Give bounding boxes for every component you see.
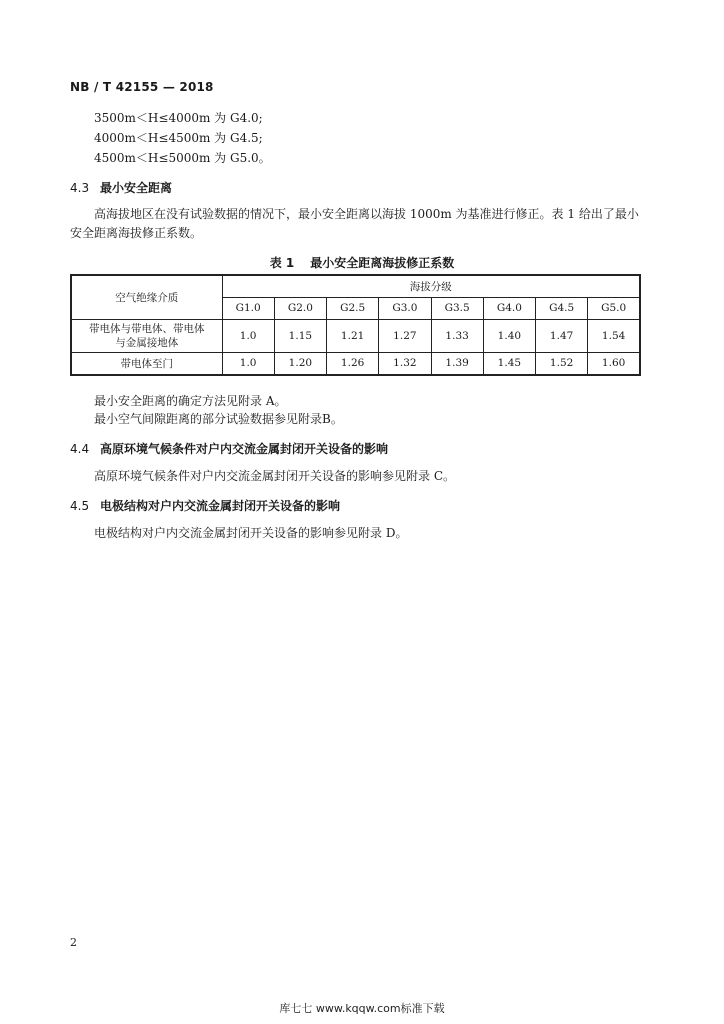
value-cell: 1.40: [483, 319, 535, 352]
table-header-row: [71, 275, 640, 297]
footer-watermark-text: 库七七 www.kqqw.com标准下载: [279, 1002, 445, 1015]
value-cell: 1.20: [274, 352, 326, 375]
document-code: NB / T 42155 — 2018: [70, 80, 214, 94]
note-line: 最小安全距离的确定方法见附录 A。: [94, 394, 287, 408]
section-title: 最小安全距离: [100, 181, 173, 195]
table-caption-title: 最小安全距离海拔修正系数: [310, 256, 455, 270]
section-number: 4.5: [70, 499, 90, 513]
value-cell: 1.39: [431, 352, 483, 375]
section-number: 4.3: [70, 181, 90, 195]
value-cell: 1.52: [536, 352, 588, 375]
grade-cell: G5.0: [588, 297, 640, 319]
grade-cell: G3.5: [431, 297, 483, 319]
value-cell: 1.54: [588, 319, 640, 352]
section-title: 高原环境气候条件对户内交流金属封闭开关设备的影响: [100, 442, 389, 456]
section-body-4-4: 高原环境气候条件对户内交流金属封闭开关设备的影响参见附录 C。: [94, 469, 455, 483]
altitude-line: 4500m＜H≤5000m 为 G5.0。: [94, 151, 271, 165]
section-body-4-5: 电极结构对户内交流金属封闭开关设备的影响参见附录 D。: [94, 526, 408, 540]
value-cell: 1.47: [536, 319, 588, 352]
note-line: 最小空气间隙距离的部分试验数据参见附录B。: [94, 412, 343, 426]
correction-coefficient-table: [70, 274, 641, 376]
value-cell: 1.27: [379, 319, 431, 352]
value-cell: 1.15: [274, 319, 326, 352]
table-row: [71, 319, 640, 352]
value-cell: 1.45: [483, 352, 535, 375]
row-label-cell: 带电体与带电体、带电体与金属接地体: [71, 319, 222, 352]
value-cell: 1.60: [588, 352, 640, 375]
group-header-cell: 海拔分级: [222, 275, 640, 297]
grade-cell: G4.5: [536, 297, 588, 319]
table-caption-number: 表 1: [269, 256, 295, 270]
grade-cell: G2.0: [274, 297, 326, 319]
value-cell: 1.26: [327, 352, 379, 375]
section-body-text: 高海拔地区在没有试验数据的情况下，最小安全距离以海拔 1000m 为基准进行修正。表 1 给出了最小安全距离海拔修正系数。: [70, 207, 639, 240]
grade-cell: G4.0: [483, 297, 535, 319]
value-cell: 1.21: [327, 319, 379, 352]
section-heading-4-5: [70, 498, 340, 514]
table-caption: [0, 254, 724, 271]
section-body-4-3: [70, 205, 642, 243]
grade-cell: G1.0: [222, 297, 274, 319]
section-number: 4.4: [70, 442, 90, 456]
section-title: 电极结构对户内交流金属封闭开关设备的影响: [100, 499, 341, 513]
grade-cell: G3.0: [379, 297, 431, 319]
value-cell: 1.32: [379, 352, 431, 375]
row-header-cell: 空气绝缘介质: [71, 275, 222, 319]
table-row: [71, 352, 640, 375]
row-label-cell: 带电体至门: [71, 352, 222, 375]
grade-cell: G2.5: [327, 297, 379, 319]
value-cell: 1.0: [222, 319, 274, 352]
altitude-line: 4000m＜H≤4500m 为 G4.5;: [94, 131, 263, 145]
page-number: 2: [70, 936, 77, 949]
value-cell: 1.0: [222, 352, 274, 375]
altitude-line: 3500m＜H≤4000m 为 G4.0;: [94, 111, 263, 125]
section-heading-4-4: [70, 441, 388, 457]
section-heading-4-3: [70, 180, 172, 196]
value-cell: 1.33: [431, 319, 483, 352]
